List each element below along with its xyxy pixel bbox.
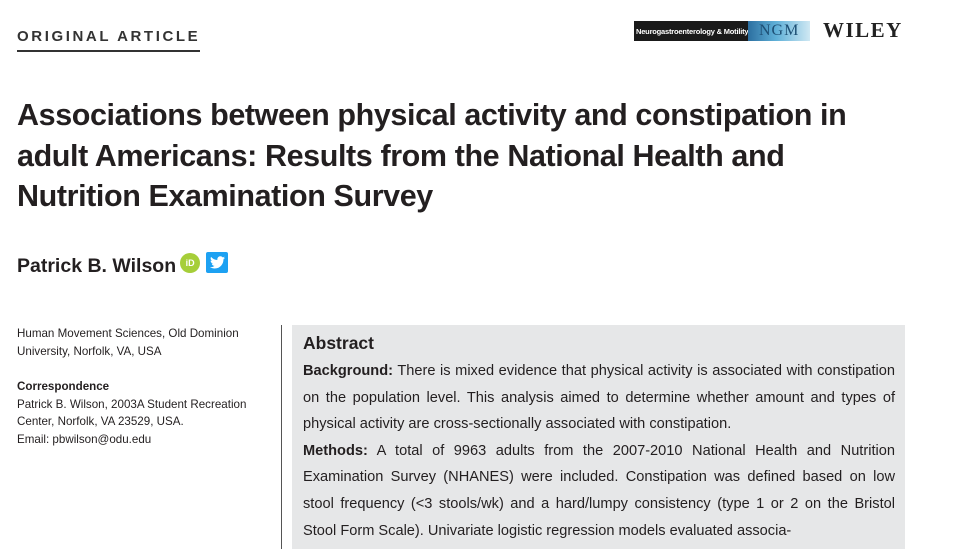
journal-logo	[634, 21, 810, 41]
background-text: There is mixed evidence that physical activity is associated with constipation on the population level. This analysis aimed to determine whether amount and types of physical activity are cross-sectionally associated with constipation.	[303, 363, 895, 433]
orcid-icon[interactable]: iD	[180, 253, 200, 273]
publisher-logo: WILEY	[823, 18, 903, 42]
abstract-background	[303, 358, 895, 438]
abstract-heading: Abstract	[303, 333, 374, 353]
correspondence-label: Correspondence	[17, 380, 110, 393]
affiliation: Human Movement Sciences, Old Dominion University, Norfolk, VA, USA	[17, 327, 239, 358]
abstract-box	[292, 325, 905, 549]
author-name[interactable]: Patrick B. Wilson	[17, 255, 177, 277]
journal-abbreviation: NGM	[748, 21, 810, 41]
correspondence-email[interactable]: Email: pbwilson@odu.edu	[17, 432, 152, 446]
article-title: Associations between physical activity and constipation in adult Americans: Results from the National Health and Nutrition Examination Survey	[17, 98, 847, 213]
journal-name: Neurogastroenterology & Motility	[636, 26, 749, 36]
author-line	[17, 255, 228, 278]
methods-label: Methods:	[303, 442, 368, 459]
correspondence-address: Patrick B. Wilson, 2003A Student Recreation Center, Norfolk, VA 23529, USA.	[17, 397, 247, 428]
column-divider	[281, 325, 282, 549]
background-label: Background:	[303, 363, 393, 379]
section-tag: ORIGINAL ARTICLE	[17, 28, 200, 52]
twitter-icon[interactable]	[206, 252, 228, 273]
abstract-methods	[303, 438, 895, 544]
methods-text: A total of 9963 adults from the 2007-2010 National Health and Nutrition Examination Survey (NHANES) were included. Constipation was defined based on low stool frequency (<3 stools/wk) and a hard/lumpy consistency (type 1 or 2 on the Bristol Stool Form Scale). Univariate logistic regression models evaluated associa-	[303, 442, 895, 539]
article-info-sidebar	[17, 325, 272, 466]
twitter-bird-icon	[210, 256, 225, 269]
